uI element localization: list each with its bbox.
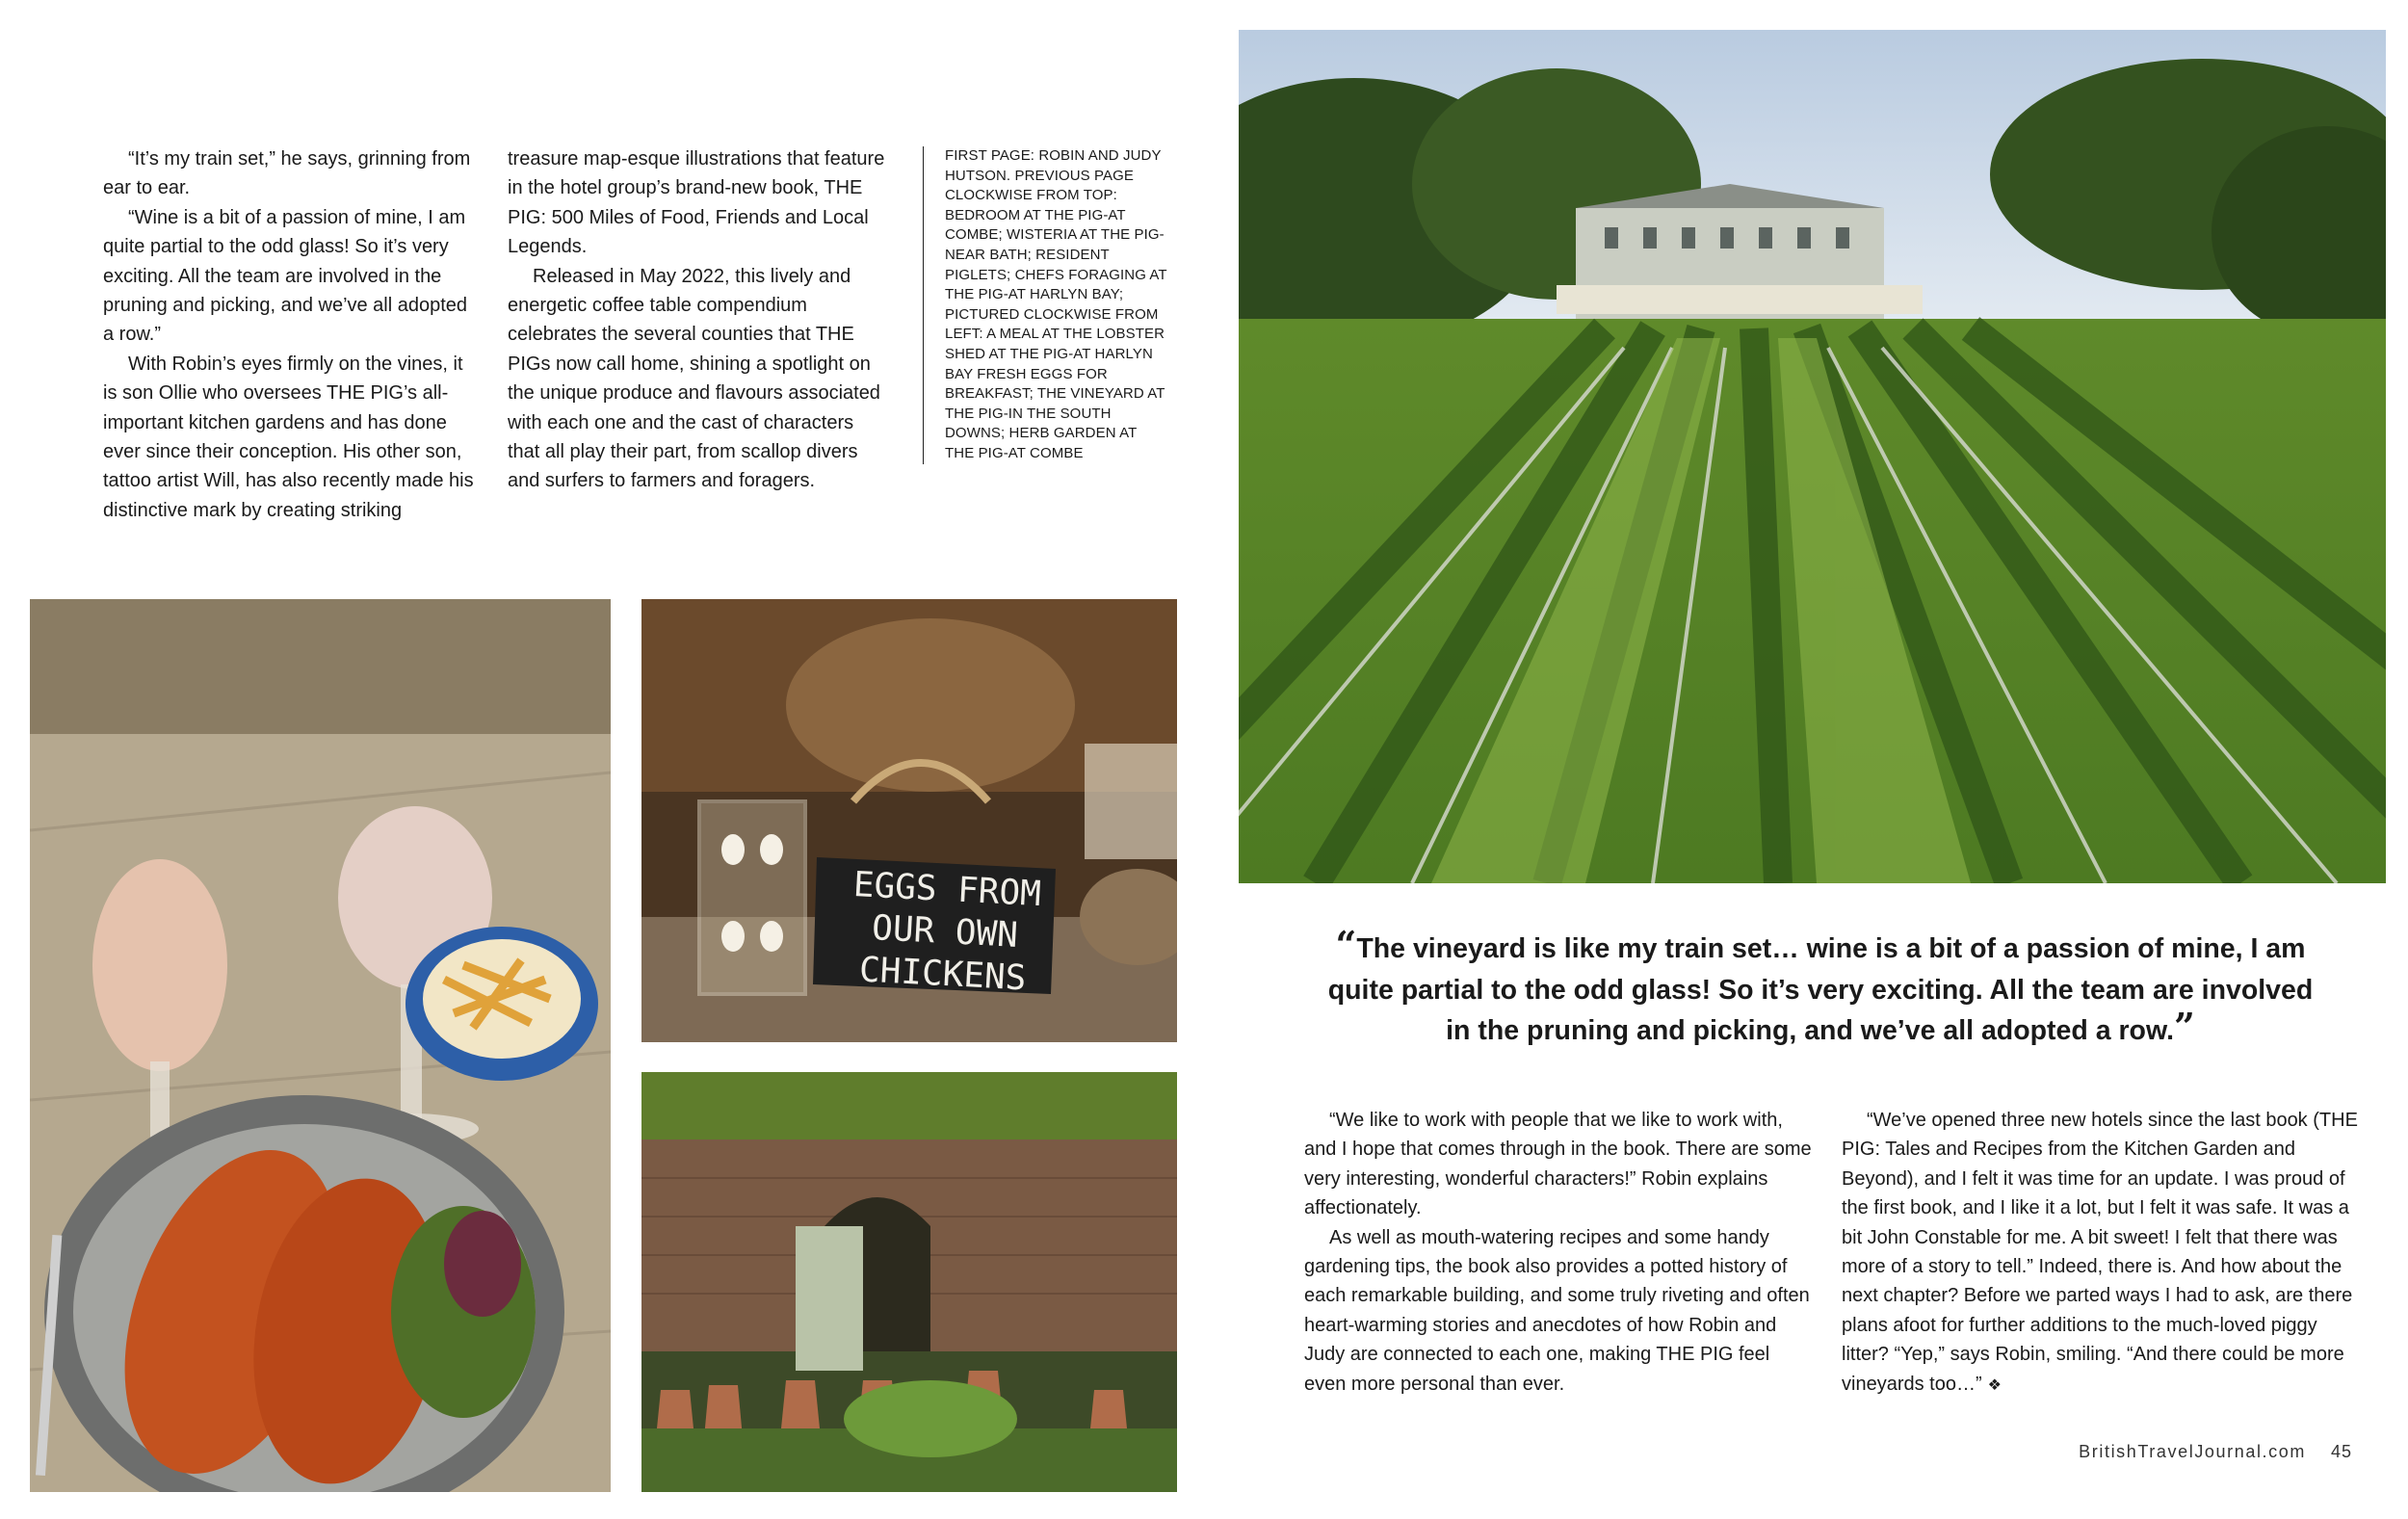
photo-caption: FIRST PAGE: ROBIN AND JUDY HUTSON. PREVIOUS PAGE CLOCKWISE FROM TOP: BEDROOM AT THE PIG-AT COMBE; WISTERIA AT THE PIG-NEAR BATH; RESIDENT PIGLETS; CHEFS FORAGING AT THE PIG-AT HARLYN BAY; PICTURED CLOCKWISE FROM LEFT: A MEAL AT THE LOBSTER SHED AT THE PIG-AT HARLYN BAY FRESH EGGS FOR BREAKFAST; THE VINEYARD AT THE PIG-IN THE SOUTH DOWNS; HERB GARDEN AT THE PIG-AT COMBE (923, 146, 1168, 464)
herb-garden-photo (641, 1072, 1177, 1492)
article-column-3 (1304, 1106, 1815, 1399)
eggs-sign-text: EGGS FROM OUR OWN CHICKENS (851, 864, 1042, 999)
pull-quote-text: The vineyard is like my train set… wine is a bit of a passion of mine, I am quite partial to the odd glass! So it’s very exciting. All the team are involved in the pruning and picking, and we’ve all adopted a row. (1327, 933, 2314, 1046)
vineyard-photo (1239, 30, 2386, 883)
end-mark-icon: ❖ (1987, 1376, 2002, 1394)
paragraph: treasure map-esque illustrations that feature in the hotel group’s brand-new book, THE PIG: 500 Miles of Food, Friends and Local Legends. (508, 148, 885, 258)
paragraph: Released in May 2022, this lively and energetic coffee table compendium celebrates the several counties that THE PIGs now call home, shining a spotlight on the unique produce and flavours associated with each one and the cast of characters that all play their part, from scallop divers and surfers to farmers and foragers. (508, 265, 880, 492)
website-url: BritishTravelJournal.com (2079, 1442, 2306, 1461)
article-column-4 (1842, 1106, 2367, 1401)
page-number: 45 (2330, 1442, 2352, 1461)
open-quote-mark: “ (1335, 923, 1357, 966)
paragraph: As well as mouth-watering recipes and some handy gardening tips, the book also provides a potted history of each remarkable building, and some truly riveting and often heart-warming stories and anecdotes of how Robin and Judy are connected to each one, making THE PIG feel even more personal than ever. (1304, 1226, 1810, 1395)
paragraph: With Robin’s eyes firmly on the vines, it is son Ollie who oversees THE PIG’s all-important kitchen gardens and has done ever since their conception. His other son, tattoo artist Will, has also recently made his distinctive mark by creating striking (103, 353, 474, 521)
page-footer (2079, 1442, 2352, 1462)
paragraph: “Wine is a bit of a passion of mine, I am quite partial to the odd glass! So it’s very exciting. All the team are involved in the pruning and picking, and we’ve all adopted a row.” (103, 206, 468, 346)
paragraph: “It’s my train set,” he says, grinning from ear to ear. (103, 148, 471, 199)
pull-quote (1320, 923, 2321, 1052)
paragraph: “We’ve opened three new hotels since the last book (THE PIG: Tales and Recipes from the Kitchen Garden and Beyond), and I felt it was time for an update. I was proud of the first book, and I like it a lot, but I felt it was safe. It was a bit John Constable for me. A bit sweet! I felt that there was more of a story to tell.” Indeed, there is. And how about the next chapter? Before we parted ways I had to ask, are there plans afoot for further additions to the much-loved piggy litter? “Yep,” says Robin, smiling. “And there could be more vineyards too…” ❖ (1842, 1110, 2358, 1395)
eggs-sign-photo (641, 599, 1177, 1042)
lobster-meal-photo (30, 599, 611, 1492)
close-quote-mark: ” (2174, 1005, 2195, 1048)
article-column-2 (508, 144, 885, 496)
article-column-1 (103, 144, 481, 525)
paragraph: “We like to work with people that we like to work with, and I hope that comes through in the book. There are some very interesting, wonderful characters!” Robin explains affectionately. (1304, 1110, 1812, 1219)
